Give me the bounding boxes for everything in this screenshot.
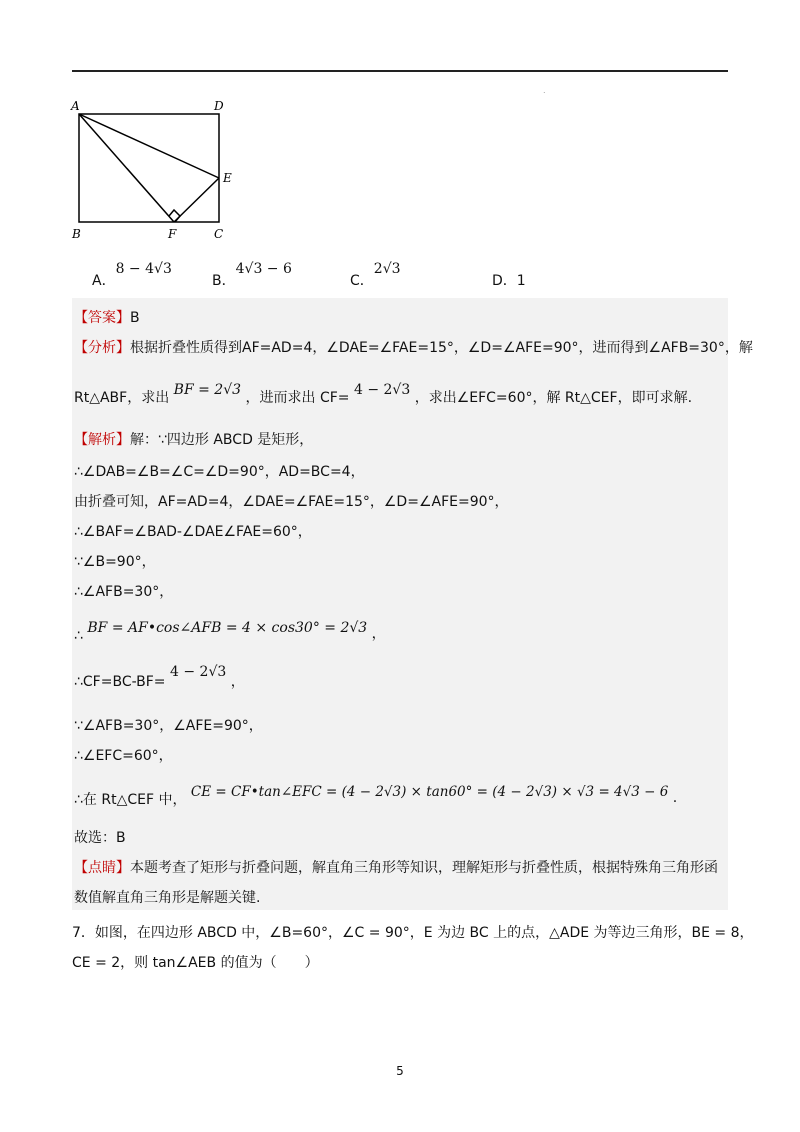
geometry-figure — [66, 96, 246, 246]
question-7-line-1: 7．如图，在四边形 ABCD 中，∠B=60°，∠C = 90°，E 为边 BC 上的点，△ADE 为等边三角形，BE = 8， — [72, 925, 754, 941]
header-rule — [72, 70, 728, 72]
comment-line-1: 【点睛】本题考查了矩形与折叠问题，解直角三角形等知识，理解矩形与折叠性质，根据特殊角三角形函 — [74, 860, 718, 876]
option-b[interactable]: B．4√3 − 6 — [212, 261, 292, 289]
analysis-line-2: Rt△ABF，求出 BF = 2√3 ，进而求出 CF= 4 − 2√3 ，求出∠EFC=60°，解 Rt△CEF，即可求解. — [74, 382, 693, 406]
solution-line-7: ∴ BF = AF•cos∠AFB = 4 × cos30° = 2√3 ， — [74, 620, 386, 644]
solution-line-1: 【解析】解：∵四边形 ABCD 是矩形， — [74, 432, 314, 448]
solution-line-2: ∴∠DAB=∠B=∠C=∠D=90°，AD=BC=4， — [74, 464, 365, 480]
solution-line-6: ∴∠AFB=30°， — [74, 584, 174, 600]
segment-fe — [174, 178, 219, 222]
analysis-tag: 【分析】 — [74, 340, 130, 356]
comment-tag: 【点睛】 — [74, 860, 130, 876]
header-mark: . — [543, 86, 546, 95]
solution-line-8: ∴CF=BC-BF= 4 − 2√3 ， — [74, 664, 245, 690]
solution-line-9: ∵∠AFB=30°，∠AFE=90°， — [74, 718, 263, 734]
option-a[interactable]: A．8 − 4√3 — [92, 261, 172, 289]
answer-value: B — [130, 310, 140, 326]
comment-line-2: 数值解直角三角形是解题关键. — [74, 890, 261, 906]
label-f: F — [168, 227, 177, 241]
answer-tag: 【答案】 — [74, 310, 130, 326]
segment-af — [79, 114, 174, 222]
solution-line-3: 由折叠可知，AF=AD=4，∠DAE=∠FAE=15°，∠D=∠AFE=90°， — [74, 494, 509, 510]
solution-choice: 故选：B — [74, 830, 126, 846]
label-a: A — [71, 99, 80, 113]
analysis-line-1: 【分析】根据折叠性质得到AF=AD=4，∠DAE=∠FAE=15°，∠D=∠AFE=90°，进而得到∠AFB=30°，解 — [74, 340, 753, 356]
label-b: B — [72, 227, 81, 241]
answer-options — [92, 258, 652, 288]
label-e: E — [223, 171, 232, 185]
solution-line-10: ∴∠EFC=60°， — [74, 748, 173, 764]
label-d: D — [214, 99, 224, 113]
option-d[interactable]: D．1 — [492, 273, 526, 289]
right-angle-mark — [169, 210, 180, 222]
segment-ae — [79, 114, 219, 178]
option-c[interactable]: C．2√3 — [350, 261, 401, 289]
label-c: C — [214, 227, 224, 241]
question-7-line-2: CE = 2，则 tan∠AEB 的值为（ ） — [72, 955, 319, 971]
page-number: 5 — [396, 1064, 404, 1078]
solution-line-11: ∴在 Rt△CEF 中， CE = CF•tan∠EFC = (4 − 2√3) × tan60° = (4 − 2√3) × √3 = 4√3 − 6 . — [74, 784, 678, 808]
solution-line-5: ∵∠B=90°， — [74, 554, 156, 570]
solution-line-4: ∴∠BAF=∠BAD-∠DAE∠FAE=60°， — [74, 524, 312, 540]
solution-tag: 【解析】 — [74, 432, 130, 448]
answer-line — [74, 308, 140, 328]
